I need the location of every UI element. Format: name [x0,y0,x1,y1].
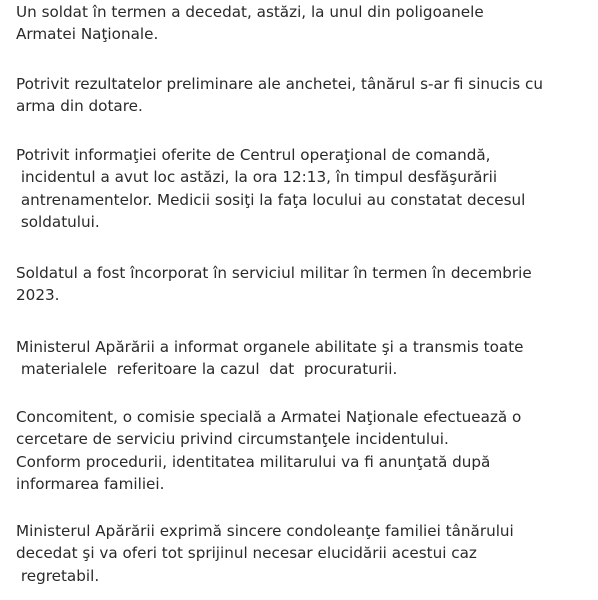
text-line: regretabil. [16,566,100,585]
text-line: Ministerul Apărării a informat organele abilitate şi a transmis toate [16,338,524,356]
text-line: Potrivit informaţiei oferite de Centrul operaţional de comandă, [16,146,491,164]
paragraph-incident-details [16,144,525,234]
text-line: Potrivit rezultatelor preliminare ale anchetei, tânărul s-ar fi sinucis cu [16,75,543,93]
text-line: informarea familiei. [16,475,165,494]
paragraph-ministry-informed [16,336,524,381]
text-line: incidentul a avut loc astăzi, la ora 12:13, în timpul desfăşurării [16,168,498,187]
paragraph-preliminary-results [16,73,543,118]
paragraph-commission [16,406,521,496]
text-line: Concomitent, o comisie specială a Armatei Naţionale efectuează o [16,408,522,426]
text-line: 2023. [16,286,60,305]
text-line: Un soldat în termen a decedat, astăzi, la unul din poligoanele [16,3,484,21]
text-line: Ministerul Apărării exprimă sincere condoleanţe familiei tânărului [16,522,514,540]
text-line: arma din dotare. [16,97,143,116]
paragraph-condolences [16,520,514,587]
text-line: soldatului. [16,213,100,232]
text-line: antrenamentelor. Medicii sosiţi la faţa locului au constatat decesul [16,190,526,209]
text-line: Armatei Naţionale. [16,25,159,44]
text-line: Soldatul a fost încorporat în serviciul militar în termen în decembrie [16,264,532,282]
text-line: materialele referitoare la cazul dat procuraturii. [16,360,398,379]
paragraph-soldier-deceased [16,1,484,46]
paragraph-incorporation [16,262,532,307]
text-line: cercetare de serviciu privind circumstanţele incidentului. [16,430,449,449]
text-line: Conform procedurii, identitatea militarului va fi anunţată după [16,452,491,471]
text-line: decedat şi va oferi tot sprijinul necesar elucidării acestui caz [16,544,477,563]
